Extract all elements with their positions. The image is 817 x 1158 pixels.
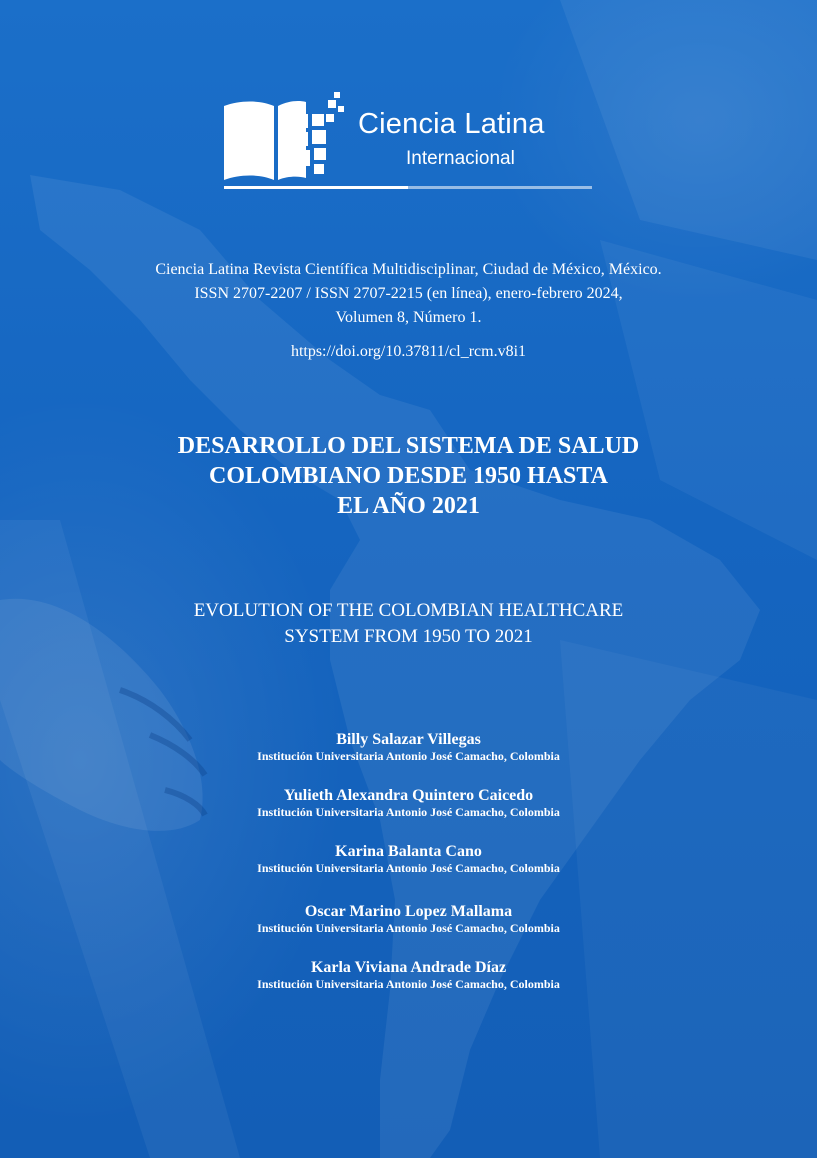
volume-line: Volumen 8, Número 1. [335, 309, 482, 326]
title-spanish [60, 431, 757, 521]
book-grid-icon [222, 92, 346, 184]
author-affiliation: Institución Universitaria Antonio José Camacho, Colombia [257, 977, 560, 991]
author-entry [160, 958, 657, 991]
brand-name: Ciencia Latina [358, 108, 545, 140]
author-entry [160, 730, 657, 763]
author-entry [160, 842, 657, 875]
brand-logo [222, 92, 594, 196]
brand-subtitle: Internacional [406, 148, 515, 169]
title-spanish-line: DESARROLLO DEL SISTEMA DE SALUD [177, 433, 640, 459]
author-affiliation: Institución Universitaria Antonio José Camacho, Colombia [257, 805, 560, 819]
issn-line: ISSN 2707-2207 / ISSN 2707-2215 (en línea), enero-febrero 2024, [194, 285, 623, 302]
author-affiliation: Institución Universitaria Antonio José Camacho, Colombia [257, 749, 560, 763]
author-entry [160, 786, 657, 819]
brand-underline [224, 186, 592, 189]
author-name: Billy Salazar Villegas [336, 731, 481, 748]
title-spanish-line: COLOMBIANO DESDE 1950 HASTA [209, 463, 608, 489]
author-name: Karla Viviana Andrade Díaz [310, 959, 507, 976]
author-name: Oscar Marino Lopez Mallama [304, 903, 513, 920]
title-english [60, 598, 757, 650]
author-name: Yulieth Alexandra Quintero Caicedo [283, 787, 534, 804]
journal-info [60, 258, 757, 330]
author-entry [160, 902, 657, 935]
title-english-line: SYSTEM FROM 1950 TO 2021 [284, 626, 533, 647]
title-english-line: EVOLUTION OF THE COLOMBIAN HEALTHCARE [193, 600, 624, 621]
author-affiliation: Institución Universitaria Antonio José Camacho, Colombia [257, 921, 560, 935]
title-spanish-line: EL AÑO 2021 [337, 493, 480, 519]
journal-line: Ciencia Latina Revista Científica Multidisciplinar, Ciudad de México, México. [155, 261, 662, 278]
author-affiliation: Institución Universitaria Antonio José Camacho, Colombia [257, 861, 560, 875]
author-name: Karina Balanta Cano [335, 843, 482, 860]
doi-link[interactable]: https://doi.org/10.37811/cl_rcm.v8i1 [290, 343, 527, 360]
